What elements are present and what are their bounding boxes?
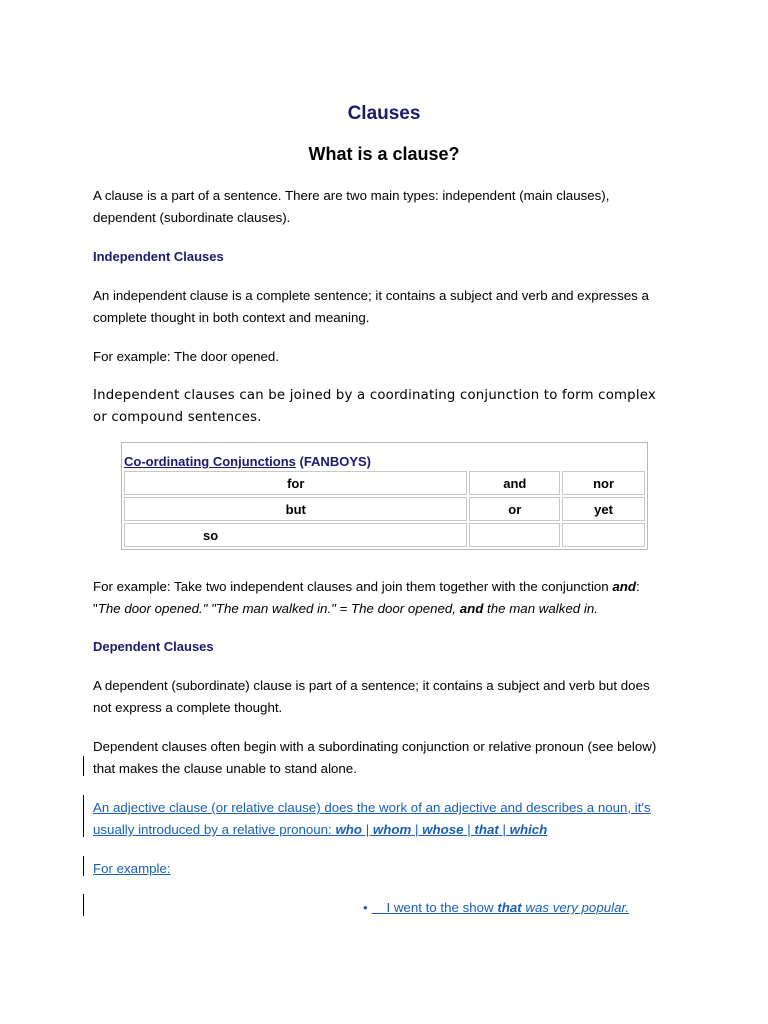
example-quote-open: : " [93, 579, 640, 616]
pronoun-who[interactable]: who [335, 822, 363, 837]
conjunctions-table [121, 442, 648, 550]
example-bullet [363, 897, 683, 919]
example-quoted: The door opened." "The man walked in." = The door opened, [97, 601, 460, 616]
bullet-that[interactable]: that [497, 900, 522, 915]
page-subtitle: What is a clause? [308, 144, 460, 164]
dependent-begin: Dependent clauses often begin with a subordinating conjunction or relative pronoun (see below) that makes the clause unable to stand alone. [93, 739, 657, 776]
example-end: the man walked in. [483, 601, 598, 616]
dependent-definition: A dependent (subordinate) clause is part of a sentence; it contains a subject and verb but does not express a complete thought. [93, 678, 650, 715]
intro-paragraph: A clause is a part of a sentence. There are two main types: independent (main clauses), dependent (subordinate clauses). [93, 188, 610, 225]
dependent-heading: Dependent Clauses [93, 639, 214, 654]
table-cell [469, 523, 560, 547]
pronoun-that[interactable]: that [474, 822, 499, 837]
pronoun-which[interactable]: which [509, 822, 548, 837]
bullet-icon: • [363, 900, 368, 915]
table-cell: yet [562, 497, 645, 521]
conjunctions-link[interactable]: Co-ordinating Conjunctions [124, 454, 296, 469]
table-row [124, 497, 645, 521]
table-caption [124, 445, 645, 469]
bullet-post[interactable]: was very popular. [521, 900, 630, 915]
adjective-clause-paragraph [93, 797, 668, 841]
revision-bar [83, 856, 84, 876]
table-cell: and [469, 471, 560, 495]
table-cell [562, 523, 645, 547]
table-cell: or [469, 497, 560, 521]
example-conj: and [612, 579, 637, 594]
independent-heading: Independent Clauses [93, 249, 224, 264]
table-row [124, 471, 645, 495]
conjunction-example [93, 576, 668, 620]
table-cell: so [124, 523, 467, 547]
independent-example: For example: The door opened. [93, 349, 280, 364]
revision-bar [83, 756, 84, 776]
table-cell: but [124, 497, 467, 521]
example-and: and [459, 601, 484, 616]
page-title: Clauses [347, 103, 421, 124]
pronoun-whose[interactable]: whose [422, 822, 464, 837]
independent-definition: An independent clause is a complete sentence; it contains a subject and verb and expresses a complete thought in both context and meaning. [93, 288, 649, 325]
pronoun-whom[interactable]: whom [372, 822, 412, 837]
table-cell: for [124, 471, 467, 495]
adjective-clause-link[interactable]: An adjective clause (or relative clause) does the work of an adjective and describes a noun, it's usually introduced by a relative pronoun: [93, 800, 651, 837]
fanboys-label: (FANBOYS) [295, 454, 371, 469]
for-example-label [93, 858, 668, 880]
pronoun-sep: | [411, 822, 423, 837]
pronoun-sep: | [362, 822, 373, 837]
independent-joined: Independent clauses can be joined by a coordinating conjunction to form complex or compound sentences. [93, 388, 656, 425]
table-row [124, 523, 645, 547]
bullet-text[interactable]: I went to the show [386, 900, 498, 915]
revision-bar [83, 795, 84, 837]
table-cell: nor [562, 471, 645, 495]
for-example-link[interactable]: For example: [93, 861, 171, 876]
pronoun-sep: | [463, 822, 475, 837]
revision-bar [83, 894, 84, 916]
pronoun-sep: | [498, 822, 510, 837]
example-lead: For example: Take two independent clauses and join them together with the conjunction [93, 579, 613, 594]
